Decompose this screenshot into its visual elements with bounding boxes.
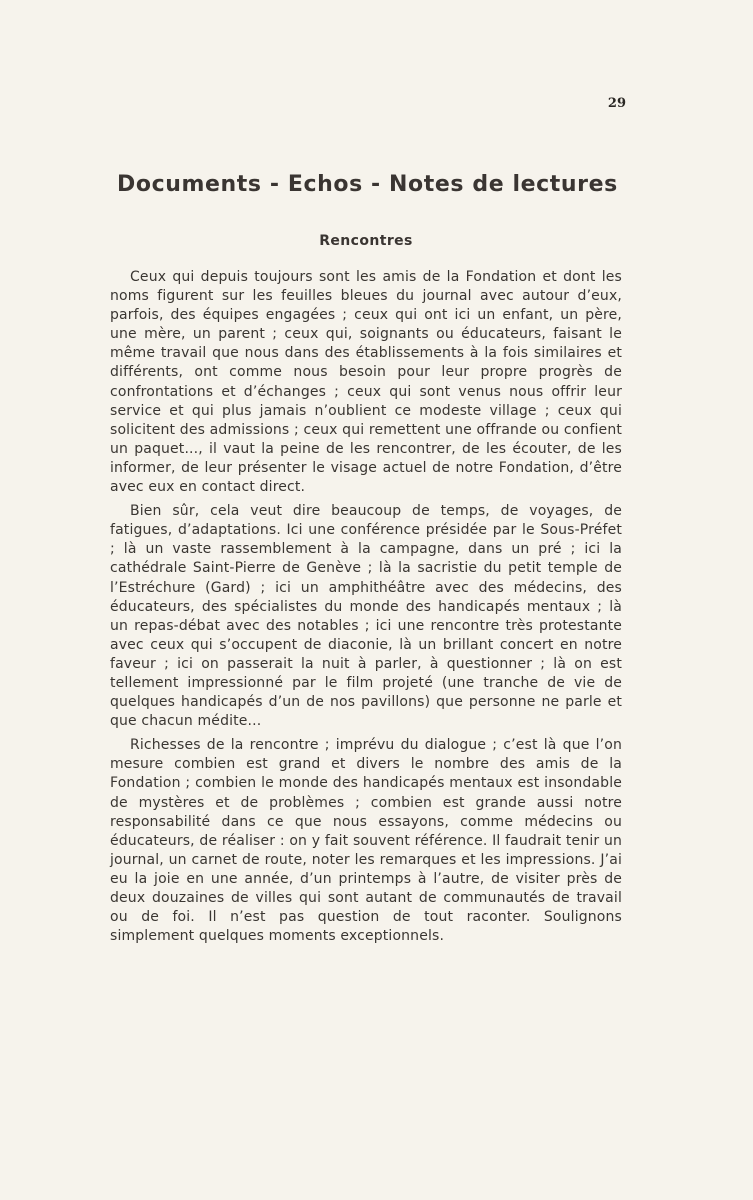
article-body bbox=[110, 268, 622, 951]
section-heading: Documents - Echos - Notes de lectures bbox=[117, 172, 618, 197]
article-title: Rencontres bbox=[319, 233, 413, 249]
page-number: 29 bbox=[607, 96, 626, 111]
paragraph: Bien sûr, cela veut dire beaucoup de temps, de voyages, de fatigues, d’adaptations. Ici une conférence présidée par le Sous-Préfet ; là un vaste rassemblement à la campagne, dans un pré ; ici la cathédrale Saint-Pierre de Genève ; là la sacristie du petit temple de l’Estréchure (Gard) ; ici un amphithéâtre avec des médecins, des éducateurs, des spécialistes du monde des handicapés mentaux ; là un repas-débat avec des notables ; ici une rencontre très protestante avec ceux qui s’occupent de diaconie, là un brillant concert en notre faveur ; ici on passerait la nuit à parler, à questionner ; là on est tellement impressionné par le film projeté (une tranche de vie de quelques handicapés d’un de nos pavillons) que personne ne parle et que chacun médite... bbox=[110, 503, 622, 730]
paragraph: Ceux qui depuis toujours sont les amis de la Fondation et dont les noms figurent sur les feuilles bleues du journal avec autour d’eux, parfois, des équipes engagées ; ceux qui ont ici un enfant, un père, une mère, un parent ; ceux qui, soignants ou éducateurs, faisant le même travail que nous dans des établissements à la fois similaires et différents, ont comme nous besoin pour leur propre progrès de confrontations et d’échanges ; ceux qui sont venus nous offrir leur service et qui plus jamais n’oublient ce modeste village ; ceux qui solicitent des admissions ; ceux qui remettent une offrande ou confient un paquet..., il vaut la peine de les rencontrer, de les écouter, de les informer, de leur présenter le visage actuel de notre Fondation, d’être avec eux en contact direct. bbox=[110, 269, 622, 496]
paragraph: Richesses de la rencontre ; imprévu du dialogue ; c’est là que l’on mesure combien est grand et divers le nombre des amis de la Fondation ; combien le monde des handicapés mentaux est insondable de mystères et de problèmes ; combien est grande aussi notre responsabilité dans ce que nous essayons, comme médecins ou éducateurs, de réaliser : on y fait souvent référence. Il faudrait tenir un journal, un carnet de route, noter les remarques et les impressions. J’ai eu la joie en une année, d’un printemps à l’autre, de visiter près de deux douzaines de villes qui sont autant de communautés de travail ou de foi. Il n’est pas question de tout raconter. Soulignons simplement quelques moments exceptionnels. bbox=[110, 737, 622, 945]
